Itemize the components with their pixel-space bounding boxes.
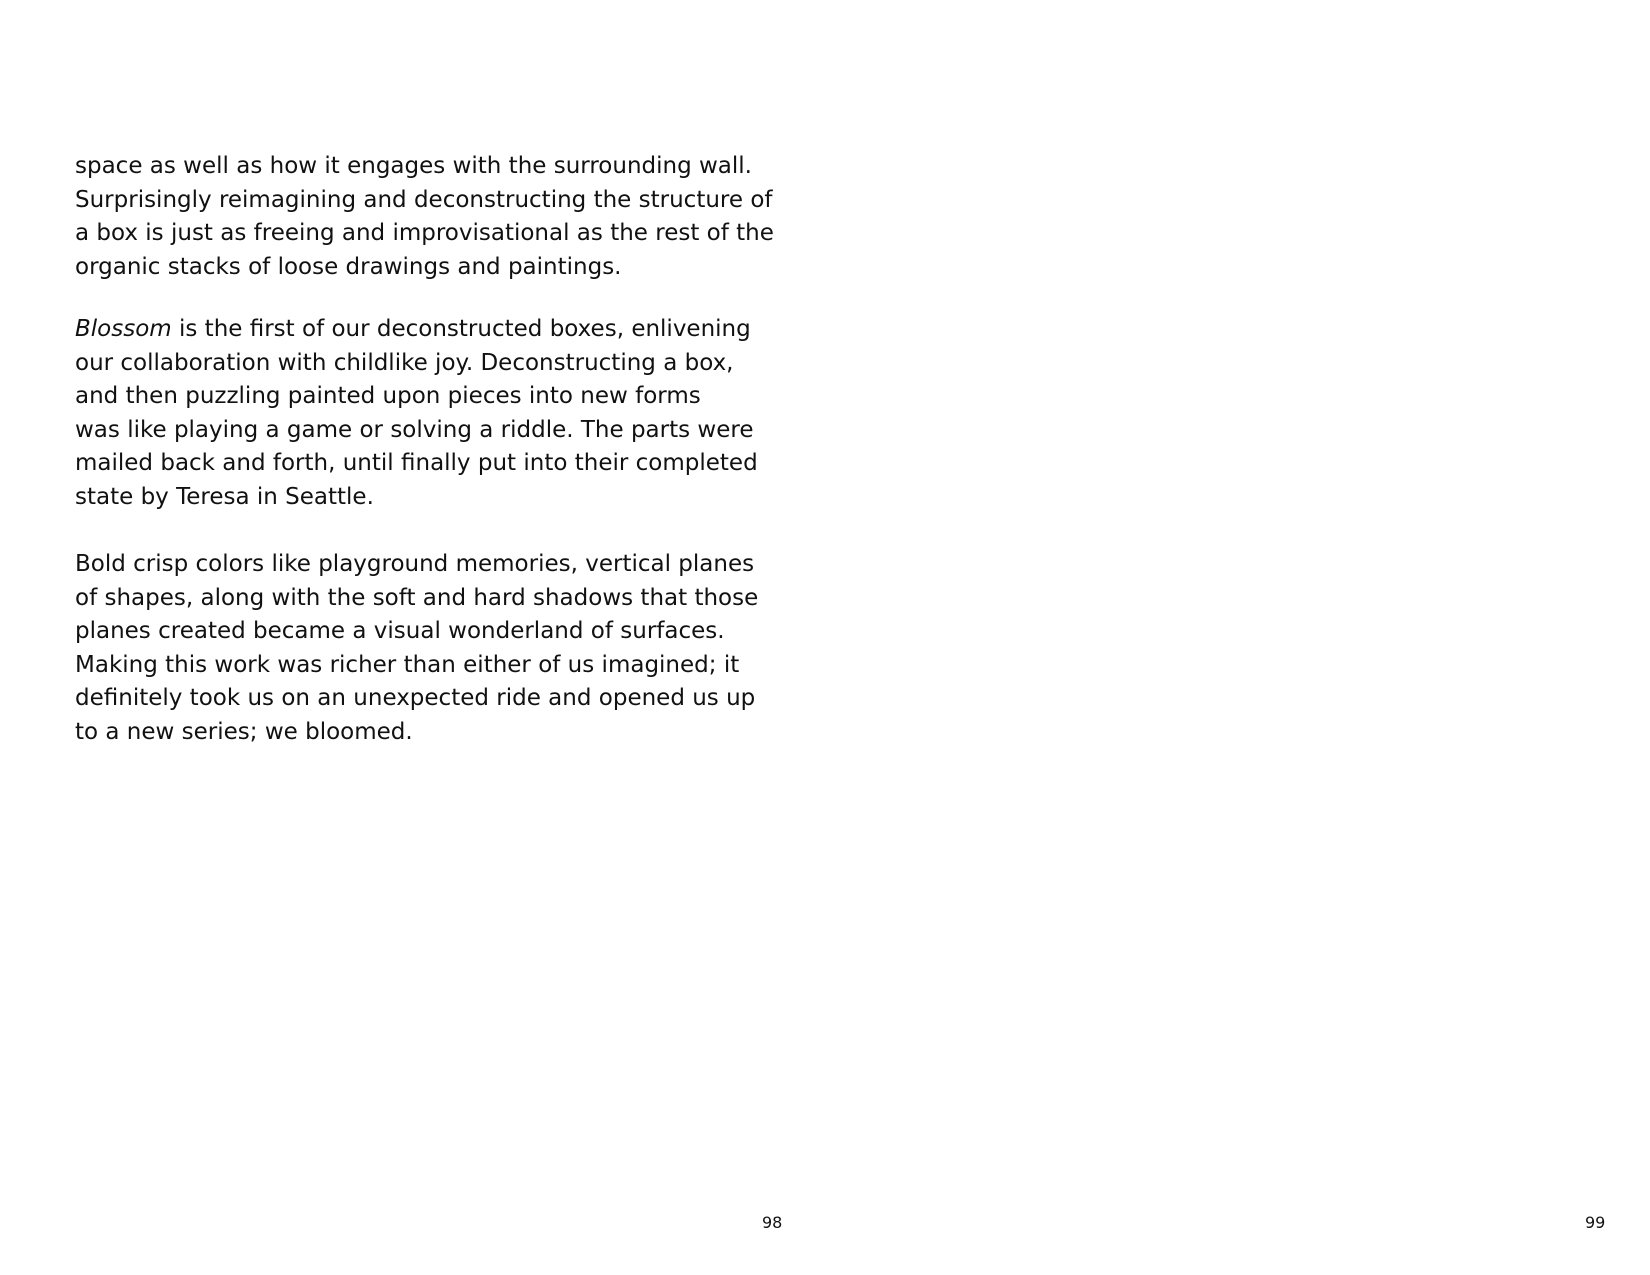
text-line: Bold crisp colors like playground memories, vertical planes	[75, 551, 755, 577]
text-line: Surprisingly reimagining and deconstructing the structure of	[75, 186, 773, 213]
right-page	[825, 0, 1650, 1275]
paragraph-2	[75, 313, 765, 514]
text-line: Making this work was richer than either of us imagined; it	[75, 651, 740, 678]
text-line: was like playing a game or solving a riddle. The parts were	[75, 416, 754, 443]
text-line: mailed back and forth, until finally put into their completed	[75, 450, 758, 476]
page-number-right: 99	[1585, 1213, 1606, 1232]
text-line: of shapes, along with the soft and hard shadows that those	[75, 584, 759, 611]
page-number-left: 98	[762, 1213, 783, 1232]
text-line: a box is just as freeing and improvisational as the rest of the	[75, 220, 774, 246]
paragraph-1	[75, 150, 774, 284]
body-text	[75, 150, 774, 749]
text-line: planes created became a visual wonderland of surfaces.	[75, 618, 725, 644]
text-line: organic stacks of loose drawings and paintings.	[75, 253, 622, 280]
text-line: definitely took us on an unexpected ride and opened us up	[75, 685, 756, 711]
text-line	[75, 313, 765, 347]
text-line: state by Teresa in Seattle.	[75, 483, 374, 510]
artwork-title: Blossom	[75, 316, 172, 342]
text-line: to a new series; we bloomed.	[75, 718, 413, 745]
text-line: our collaboration with childlike joy. Deconstructing a box,	[75, 349, 734, 376]
text-line: space as well as how it engages with the surrounding wall.	[75, 153, 752, 179]
text-line: and then puzzling painted upon pieces into new forms	[75, 383, 701, 409]
text-line-rest: is the first of our deconstructed boxes, enlivening	[171, 316, 751, 342]
paragraph-3	[75, 548, 765, 749]
